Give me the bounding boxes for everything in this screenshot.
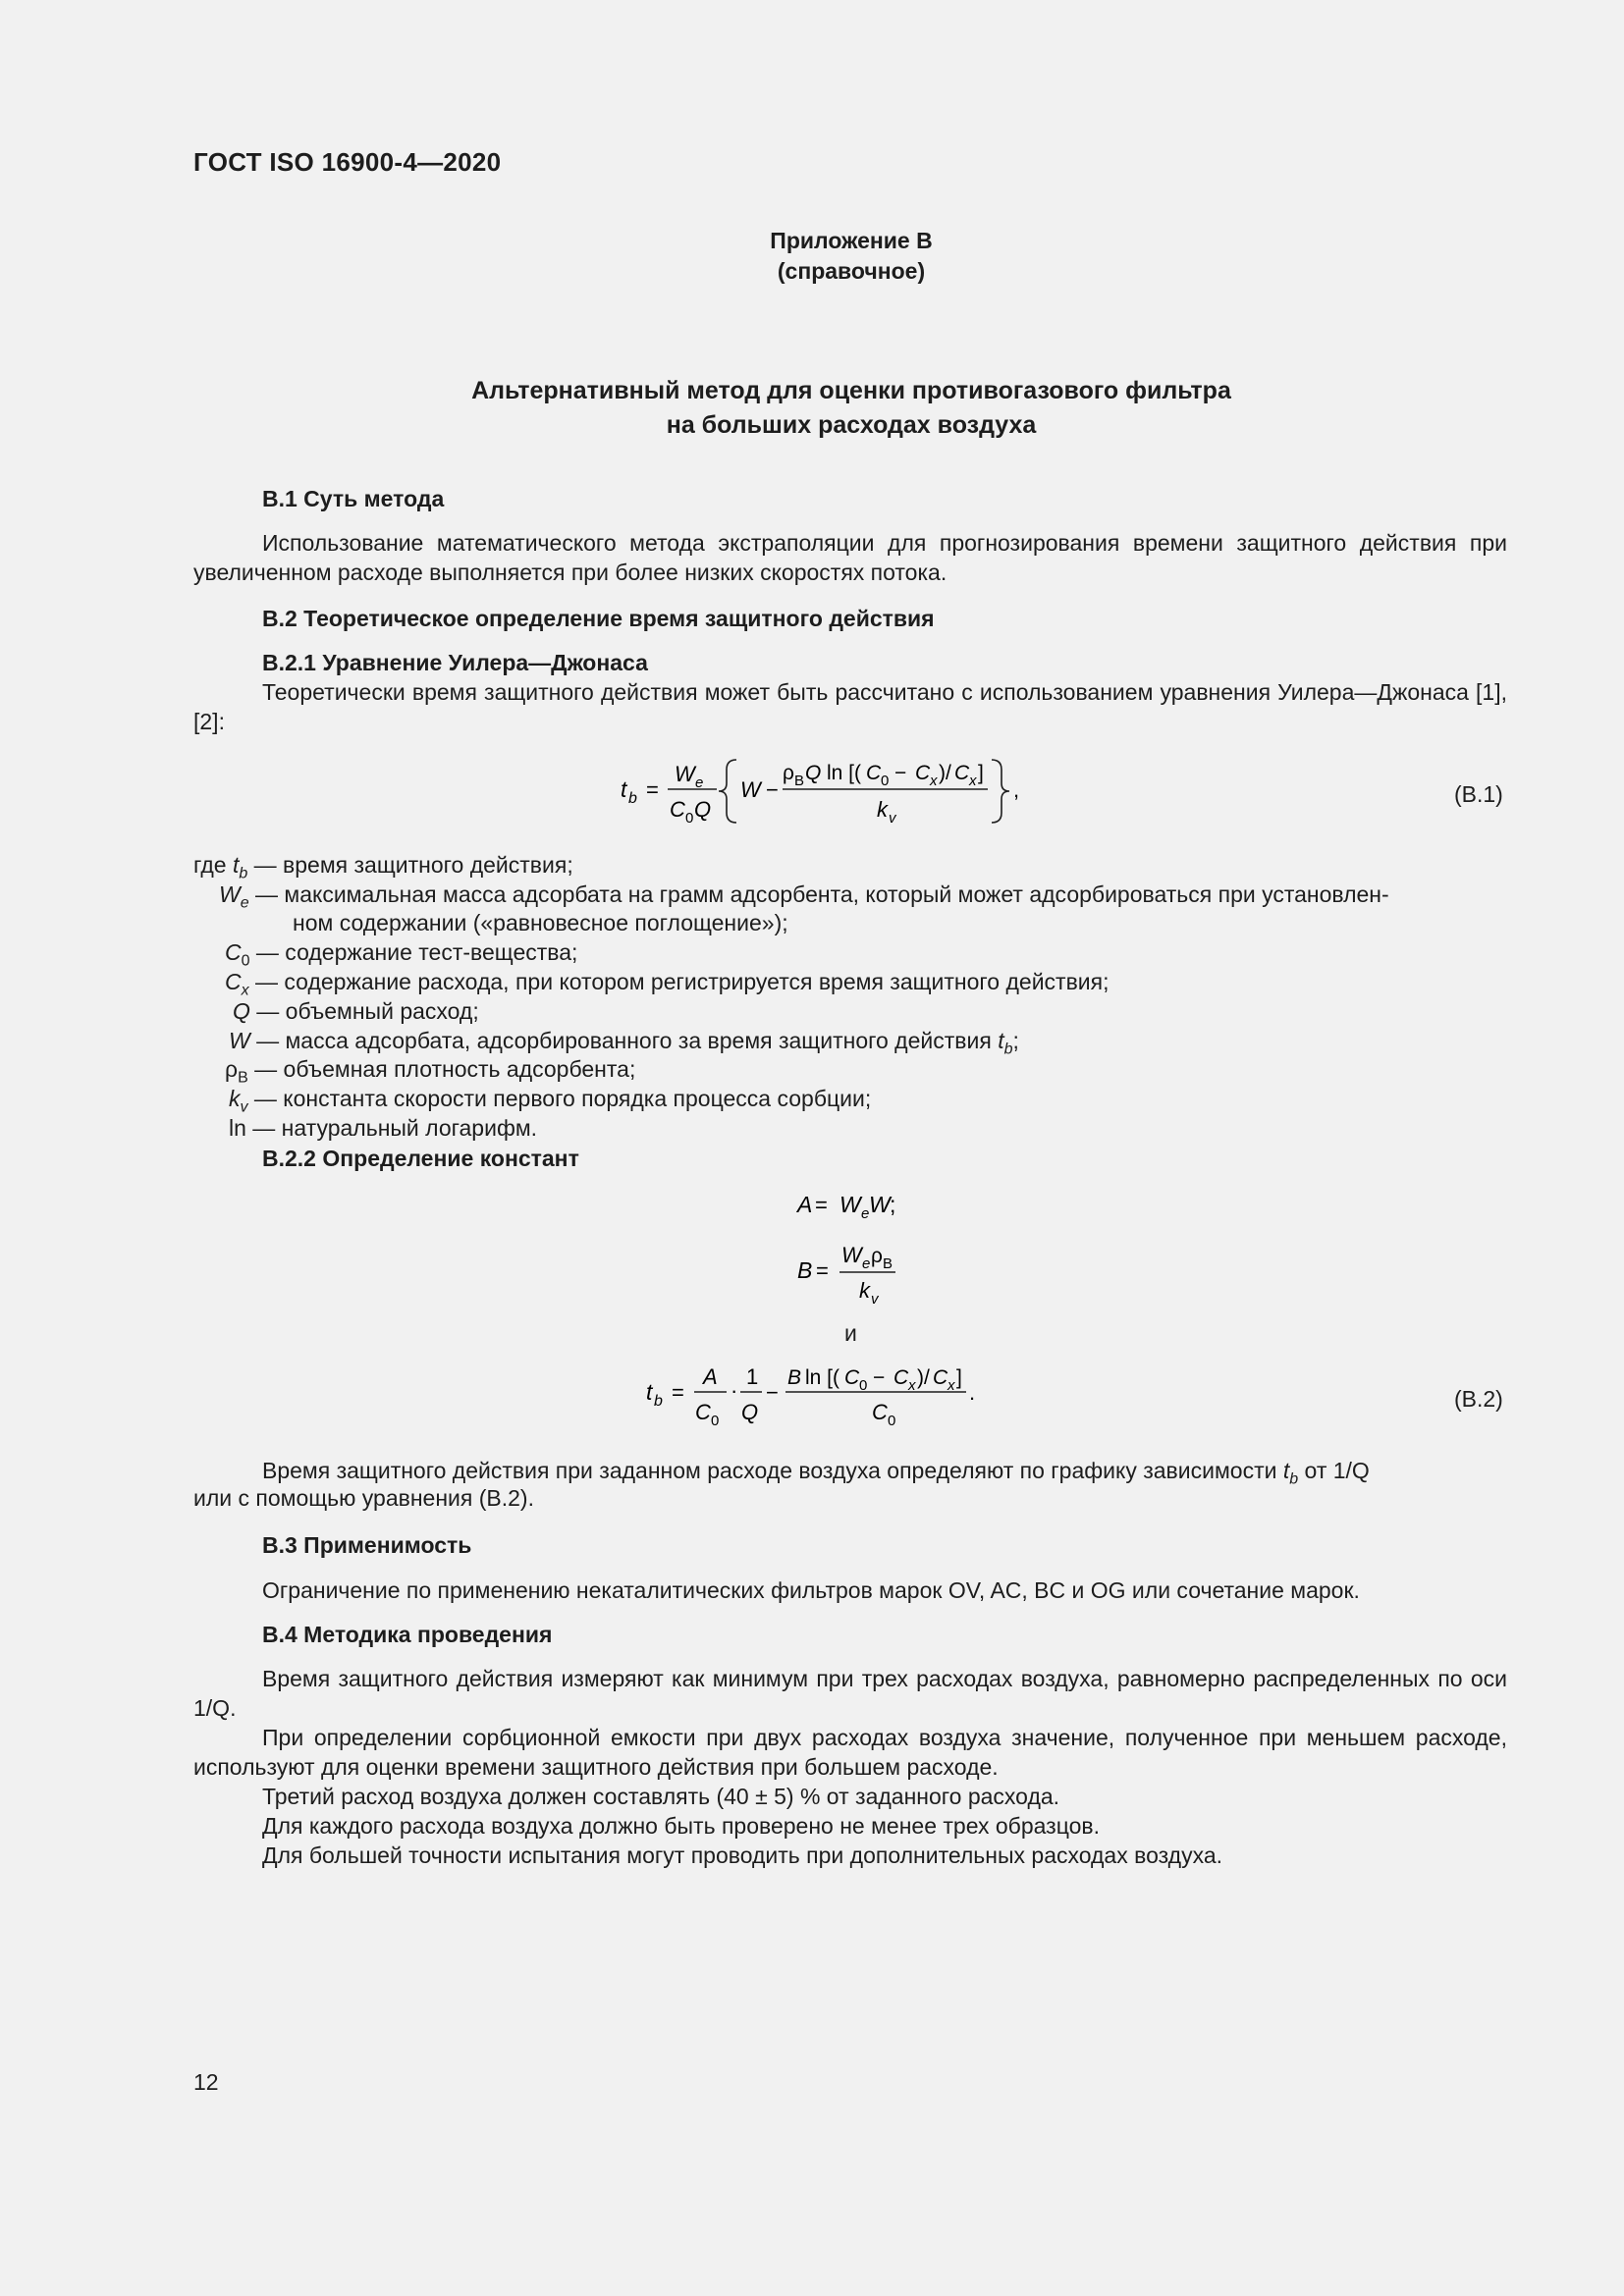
svg-text:e: e [862,1255,871,1272]
svg-text:A: A [797,1192,813,1217]
equation-a [785,1183,903,1222]
svg-text:C: C [844,1366,860,1389]
svg-text:B: B [787,1366,802,1389]
section-b4-paragraph: Для большей точности испытания могут проводить при дополнительных расходах воздуха. [262,1842,1222,1868]
definition-item: ln — натуральный логарифм. [229,1115,538,1141]
section-b1-heading: В.1 Суть метода [262,486,445,511]
svg-text:C: C [670,797,685,822]
definition-item: $k_v$ — константа скорости первого порядка процесса сорбции; [229,1086,872,1116]
where-word: где [193,852,227,878]
section-b4-paragraph: Время защитного действия измеряют как минимум при трех расходах воздуха, равномерно распределенных по оси 1/Q. [193,1666,1507,1721]
svg-text:e: e [695,774,704,791]
svg-text:b: b [628,790,637,807]
definition-item: ном содержании («равновесное поглощение»); [293,910,788,935]
svg-text:C: C [872,1400,888,1424]
svg-text:k: k [877,797,888,822]
svg-text:0: 0 [859,1377,868,1394]
svg-text:t: t [646,1379,653,1405]
svg-text:ρ: ρ [783,762,794,784]
svg-text:W: W [841,1243,862,1267]
svg-text:=: = [815,1193,828,1217]
equation-b2 [638,1355,1011,1433]
svg-text:0: 0 [685,810,694,827]
svg-text:C: C [954,762,970,784]
svg-text:v: v [889,810,896,827]
svg-text:ρ: ρ [871,1245,883,1267]
equation-b [785,1235,913,1313]
svg-text:Q: Q [805,762,822,784]
svg-text:=: = [646,777,659,802]
svg-text:]: ] [956,1366,962,1389]
after-eq2-line2: или с помощью уравнения (В.2). [193,1485,534,1511]
definition-item: $C_x$ — содержание расхода, при котором регистрируется время защитного действия; [225,969,1110,999]
section-b1-text: Использование математического метода экстраполяции для прогнозирования времени защитного действия при увеличенном расходе выполняется при более низких скоростях потока. [193,530,1507,585]
section-b22-heading: В.2.2 Определение констант [262,1146,579,1171]
svg-text:)/: )/ [939,762,951,784]
section-b4-paragraph: Для каждого расхода воздуха должно быть проверено не менее трех образцов. [262,1813,1101,1839]
svg-text:,: , [1013,777,1020,802]
svg-text:1: 1 [746,1364,759,1389]
section-b4-paragraph: Третий расход воздуха должен составлять (40 ± 5) % от заданного расхода. [262,1784,1060,1809]
equation-b1 [609,746,1060,844]
definition-item: где $t_b$ — время защитного действия; [193,852,573,882]
page-title-line2: на больших расходах воздуха [666,411,1037,439]
svg-text:C: C [695,1400,711,1424]
svg-text:k: k [859,1278,870,1303]
definition-item: $W_e$ — максимальная масса адсорбата на грамм адсорбента, который может адсорбироваться при установлен- [219,881,1389,912]
svg-text:·: · [731,1378,738,1403]
svg-text:.: . [969,1380,976,1405]
svg-text:−: − [873,1366,886,1389]
definitions-list [193,850,1507,1145]
svg-text:0: 0 [711,1413,720,1429]
definition-item: $\rho_B$ — объемная плотность адсорбента; [225,1056,636,1087]
svg-text:Q: Q [741,1400,759,1424]
svg-text:=: = [816,1258,829,1283]
svg-text:x: x [969,773,977,789]
equation-b2-number: (В.2) [1454,1386,1503,1412]
svg-text:−: − [766,1380,779,1405]
svg-text:C: C [915,762,931,784]
and-word: и [844,1320,857,1346]
svg-text:W: W [740,777,761,802]
svg-text:C: C [893,1366,909,1389]
svg-text:−: − [766,777,779,802]
svg-text:W: W [869,1192,891,1217]
section-b3-heading: В.3 Применимость [262,1532,472,1558]
section-b4-heading: В.4 Методика проведения [262,1622,553,1647]
definition-item: W — масса адсорбата, адсорбированного за время защитного действия $t_b$; [229,1028,1019,1058]
svg-text:b: b [654,1393,663,1410]
section-b3-text: Ограничение по применению некаталитических фильтров марок OV, AC, BC и OG или сочетание марок. [262,1577,1360,1603]
svg-text:C: C [933,1366,948,1389]
svg-text:W: W [839,1192,861,1217]
svg-text:0: 0 [888,1413,896,1429]
svg-text:ln [(: ln [( [827,762,862,784]
equation-b1-number: (В.1) [1454,781,1503,807]
svg-text:;: ; [890,1192,896,1217]
svg-text:0: 0 [881,773,890,789]
svg-text:A: A [703,1364,718,1389]
svg-text:x: x [908,1377,916,1394]
page-title-line1: Альтернативный метод для оценки противогазового фильтра [471,377,1231,404]
svg-text:]: ] [978,762,984,784]
svg-text:)/: )/ [917,1366,930,1389]
definition-item: Q — объемный расход; [233,998,479,1024]
svg-text:B: B [794,773,805,789]
svg-text:t: t [621,776,627,802]
svg-text:=: = [672,1380,684,1405]
svg-text:x: x [930,773,938,789]
svg-text:e: e [861,1205,870,1222]
svg-text:v: v [871,1291,879,1308]
section-b4-paragraph: При определении сорбционной емкости при двух расходах воздуха значение, полученное при меньшем расходе, используют для оценки времени защитного действия при большем расходе. [193,1725,1507,1780]
svg-text:Q: Q [694,797,712,822]
section-b21-text: Теоретически время защитного действия может быть рассчитано с использованием уравнения Уилера—Джонаса [1], [2]: [193,679,1507,734]
section-b2-heading: В.2 Теоретическое определение время защитного действия [262,606,935,631]
svg-text:−: − [894,762,907,784]
svg-text:ln [(: ln [( [805,1366,840,1389]
svg-text:B: B [797,1257,813,1283]
section-b21-heading: В.2.1 Уравнение Уилера—Джонаса [262,650,648,675]
definition-item: $C_0$ — содержание тест-вещества; [225,939,578,970]
svg-text:C: C [866,762,882,784]
svg-text:B: B [883,1255,893,1272]
annex-type: (справочное) [777,258,926,284]
svg-text:W: W [675,762,695,786]
svg-text:x: x [947,1377,955,1394]
annex-title: Приложение В [770,228,933,253]
page-number: 12 [193,2069,219,2095]
document-code: ГОСТ ISO 16900-4—2020 [193,147,502,177]
after-eq2-text: Время защитного действия при заданном расходе воздуха определяют по графику зависимости $t_b$ от 1/Q [262,1458,1370,1488]
